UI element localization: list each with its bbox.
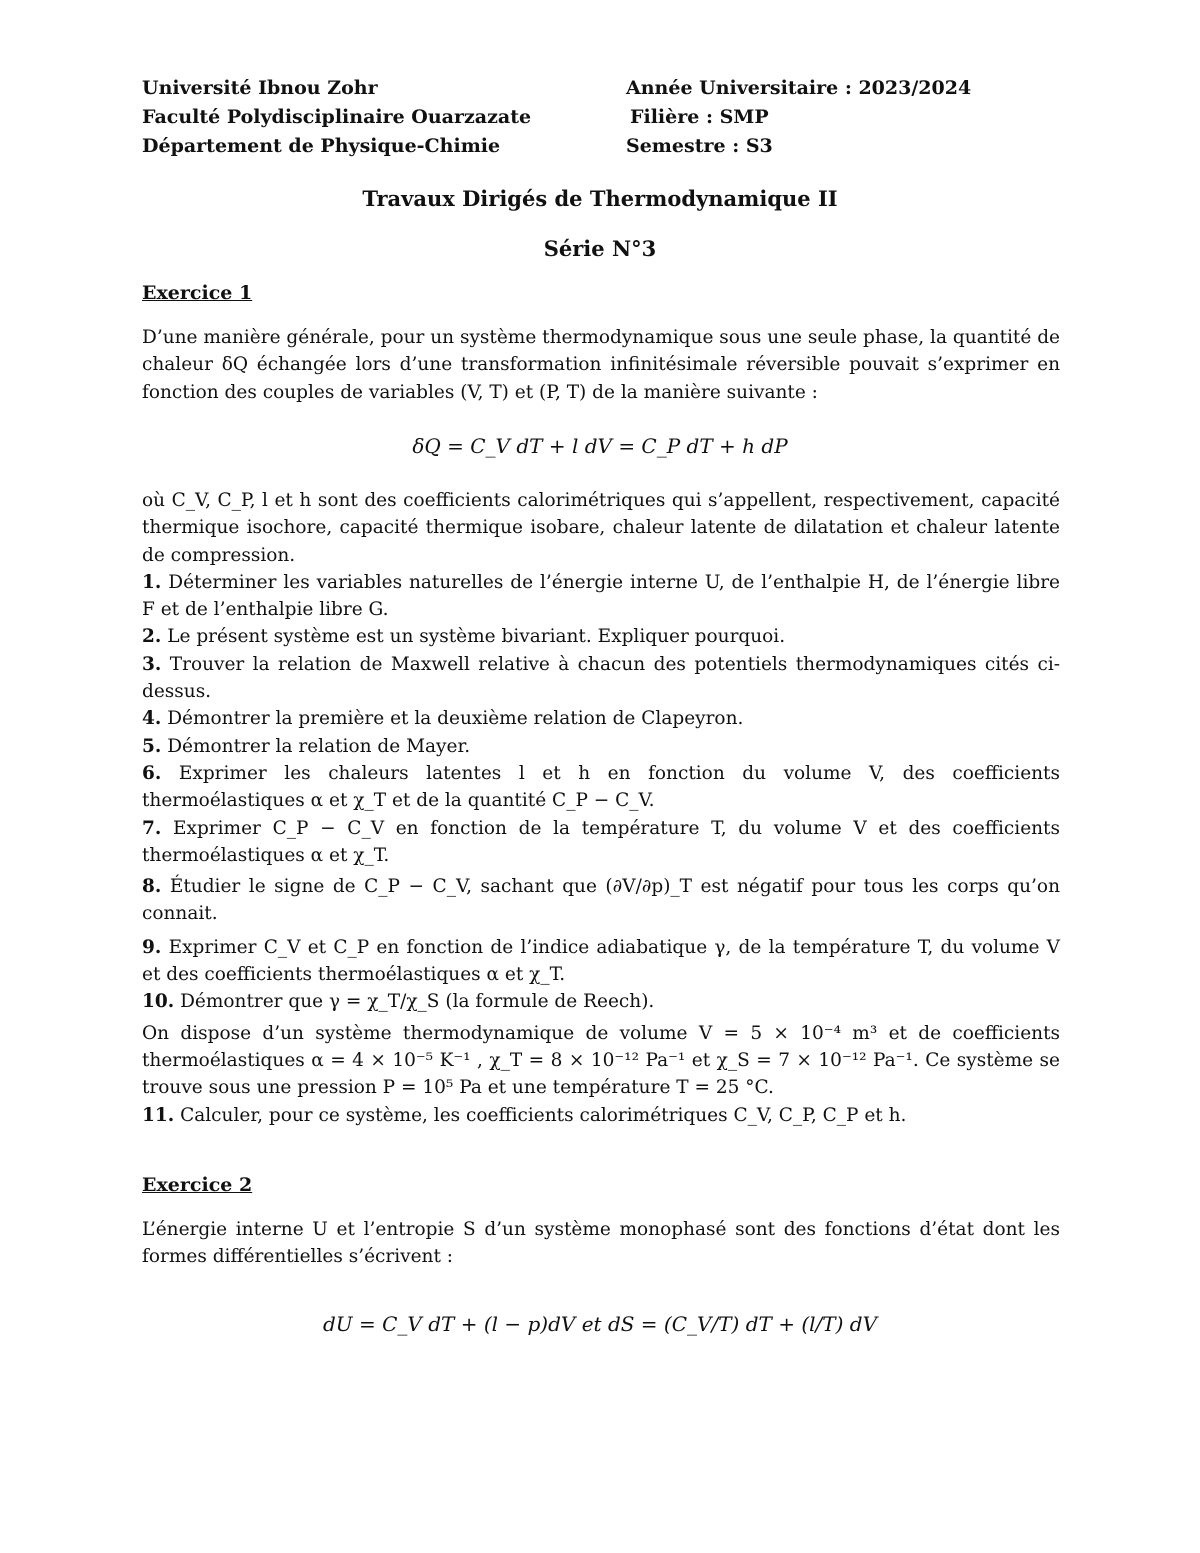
exercise-1-intro: D’une manière générale, pour un système thermodynamique sous une seule phase, la quantité de chaleur δQ échangée lors d’une transformation infinitésimale réversible pouvait s’exprimer en fonction des couples de variables (V, T) et (P, T) de la manière suivante : — [142, 327, 1060, 403]
question-3: 3. Trouver la relation de Maxwell relative à chacun des potentiels thermodynamiques cités ci-dessus. — [142, 653, 1060, 703]
question-8: 8. Étudier le signe de C_P − C_V, sachant que (∂V/∂p)_T est négatif pour tous les corps qu’on connait. — [142, 876, 1060, 925]
question-11: 11. Calculer, pour ce système, les coefficients calorimétriques C_V, C_P, C_P et h. — [142, 1104, 907, 1126]
question-6: 6. Exprimer les chaleurs latentes l et h en fonction du volume V, des coefficients thermoélastiques α et χ_T et de la quantité C_P − C_V. — [142, 762, 1060, 812]
question-9: 9. Exprimer C_V et C_P en fonction de l’indice adiabatique γ, de la température T, du volume V et des coefficients thermoélastiques α et χ_T. — [142, 936, 1060, 986]
exercise-2-equation: dU = C_V dT + (l − p)dV et dS = (C_V/T) dT + (l/T) dV — [322, 1312, 878, 1336]
exercise-1-equation: δQ = C_V dT + l dV = C_P dT + h dP — [412, 434, 788, 458]
question-1: 1. Déterminer les variables naturelles de l’énergie interne U, de l’enthalpie H, de l’énergie libre F et de l’enthalpie libre G. — [142, 571, 1060, 621]
exercise-1-body — [142, 487, 1060, 1129]
question-5: 5. Démontrer la relation de Mayer. — [142, 735, 471, 757]
header-left — [142, 74, 531, 161]
system-data: On dispose d’un système thermodynamique de volume V = 5 × 10⁻⁴ m³ et de coefficients thermoélastiques α = 4 × 10⁻⁵ K⁻¹ , χ_T = 8 × 10⁻¹² Pa⁻¹ et χ_S = 7 × 10⁻¹² Pa⁻¹. Ce système se trouve sous une pression P = 10⁵ Pa et une température T = 25 °C. — [142, 1022, 1060, 1099]
serie-number: Série N°3 — [543, 236, 657, 261]
filiere: Filière : SMP — [630, 106, 769, 128]
question-7: 7. Exprimer C_P − C_V en fonction de la température T, du volume V et des coefficients thermoélastiques α et χ_T. — [142, 817, 1060, 866]
question-2: 2. Le présent système est un système bivariant. Expliquer pourquoi. — [142, 626, 786, 648]
university-name: Université Ibnou Zohr — [142, 77, 378, 99]
exercise-2-title: Exercice 2 — [142, 1174, 253, 1196]
semestre: Semestre : S3 — [626, 135, 773, 157]
exercise-1-title: Exercice 1 — [142, 282, 253, 304]
question-4: 4. Démontrer la première et la deuxième relation de Clapeyron. — [142, 708, 744, 730]
document-title: Travaux Dirigés de Thermodynamique II — [362, 186, 838, 211]
header-right — [626, 74, 971, 161]
academic-year: Année Universitaire : 2023/2024 — [626, 77, 972, 99]
question-10: 10. Démontrer que γ = χ_T/χ_S (la formule de Reech). — [142, 991, 655, 1013]
exercise-2-intro: L’énergie interne U et l’entropie S d’un système monophasé sont des fonctions d’état dont les formes différentielles s’écrivent : — [142, 1219, 1060, 1268]
coefficients-definition: où C_V, C_P, l et h sont des coefficients calorimétriques qui s’appellent, respectivement, capacité thermique isochore, capacité thermique isobare, chaleur latente de dilatation et chaleur latente de compression. — [142, 490, 1060, 566]
faculty-name: Faculté Polydisciplinaire Ouarzazate — [142, 106, 532, 128]
department-name: Département de Physique-Chimie — [142, 135, 501, 157]
